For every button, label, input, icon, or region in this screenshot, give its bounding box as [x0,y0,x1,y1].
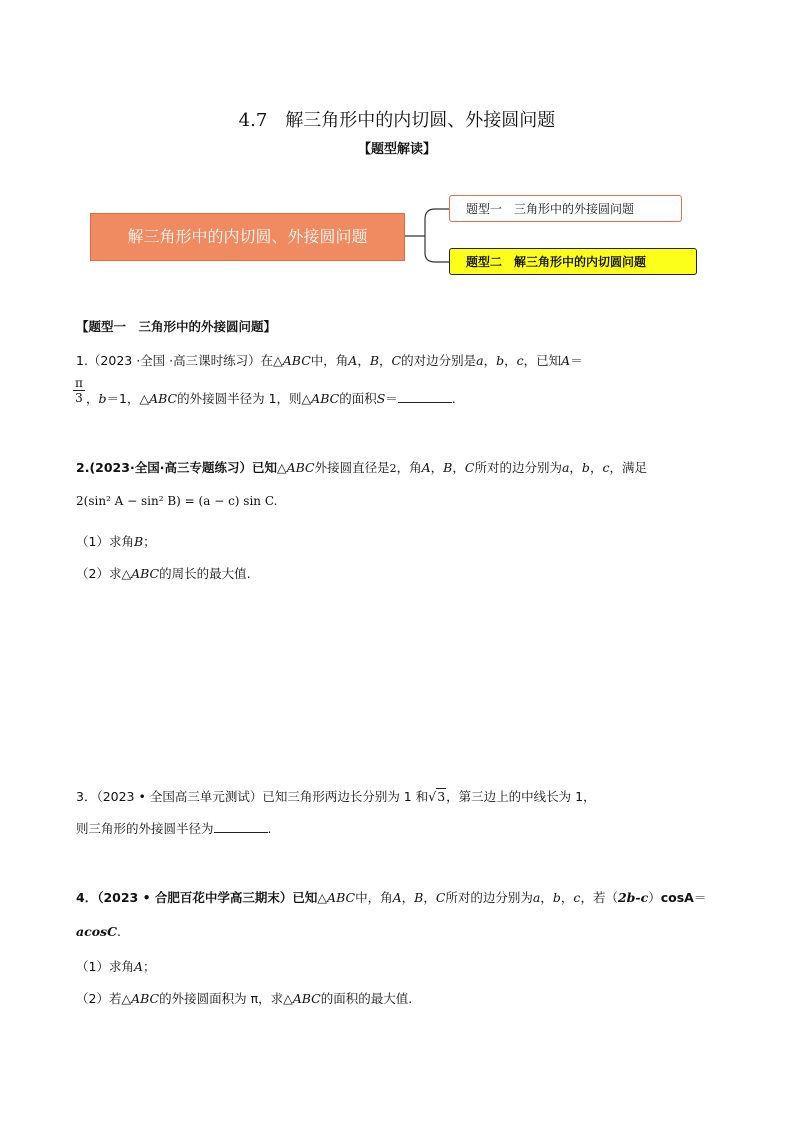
q2-part1: （1）求角B； [76,534,156,549]
q2-line1: 2.(2023·全国·高三专题练习）已知△ABC外接圆直径是2，角A，B，C所对的边分别为a，b，c，满足 [76,460,647,475]
q3-answer-blank[interactable] [214,820,268,833]
q1-line2: ，b＝1，△ABC的外接圆半径为 1，则△ABC的面积S＝ . [86,391,456,406]
mindmap-root: 解三角形中的内切圆、外接圆问题 [90,213,405,261]
q1-answer-blank[interactable] [398,390,452,403]
subtitle: 【题型解读】 [357,142,436,157]
mindmap-node-type1: 题型一 三角形中的外接圆问题 [449,195,682,222]
q4-part1: （1）求角A； [76,959,156,974]
q4-line1: 4．（2023 • 合肥百花中学高三期末）已知△ABC中，角A，B，C所对的边分别为a，b，c，若（2b-c）cosA＝ [76,890,707,905]
q4-line2: acosC. [76,924,122,939]
q3-line1: 3．（2023 • 全国高三单元测试）已知三角形两边长分别为 1 和√3，第三边上的中线长为 1， [76,789,596,804]
section-number: 4.7 [238,110,268,131]
q2-part2: （2）求△ABC的周长的最大值. [76,566,251,581]
section-heading: 【题型一 三角形中的外接圆问题】 [76,319,277,334]
mindmap-node-type2: 题型二 解三角形中的内切圆问题 [449,248,697,275]
q3-line2: 则三角形的外接圆半径为 . [76,821,272,836]
mindmap-connectors [403,195,453,280]
q1-line1: 1.（2023 ·全国 ·高三课时练习）在△ABC中，角A，B，C的对边分别是a，b，c，已知A＝ [76,353,583,368]
page-title [0,106,794,132]
q2-formula: 2(sin² A − sin² B) = (a − c) sin C. [76,494,278,508]
title-text: 解三角形中的内切圆、外接圆问题 [285,110,556,131]
sqrt-symbol: √3 [428,789,446,804]
q1-fraction: $\frac{\pi}{3}$ [73,376,85,405]
q4-part2: （2）若△ABC的外接圆面积为 π，求△ABC的面积的最大值. [76,991,413,1006]
